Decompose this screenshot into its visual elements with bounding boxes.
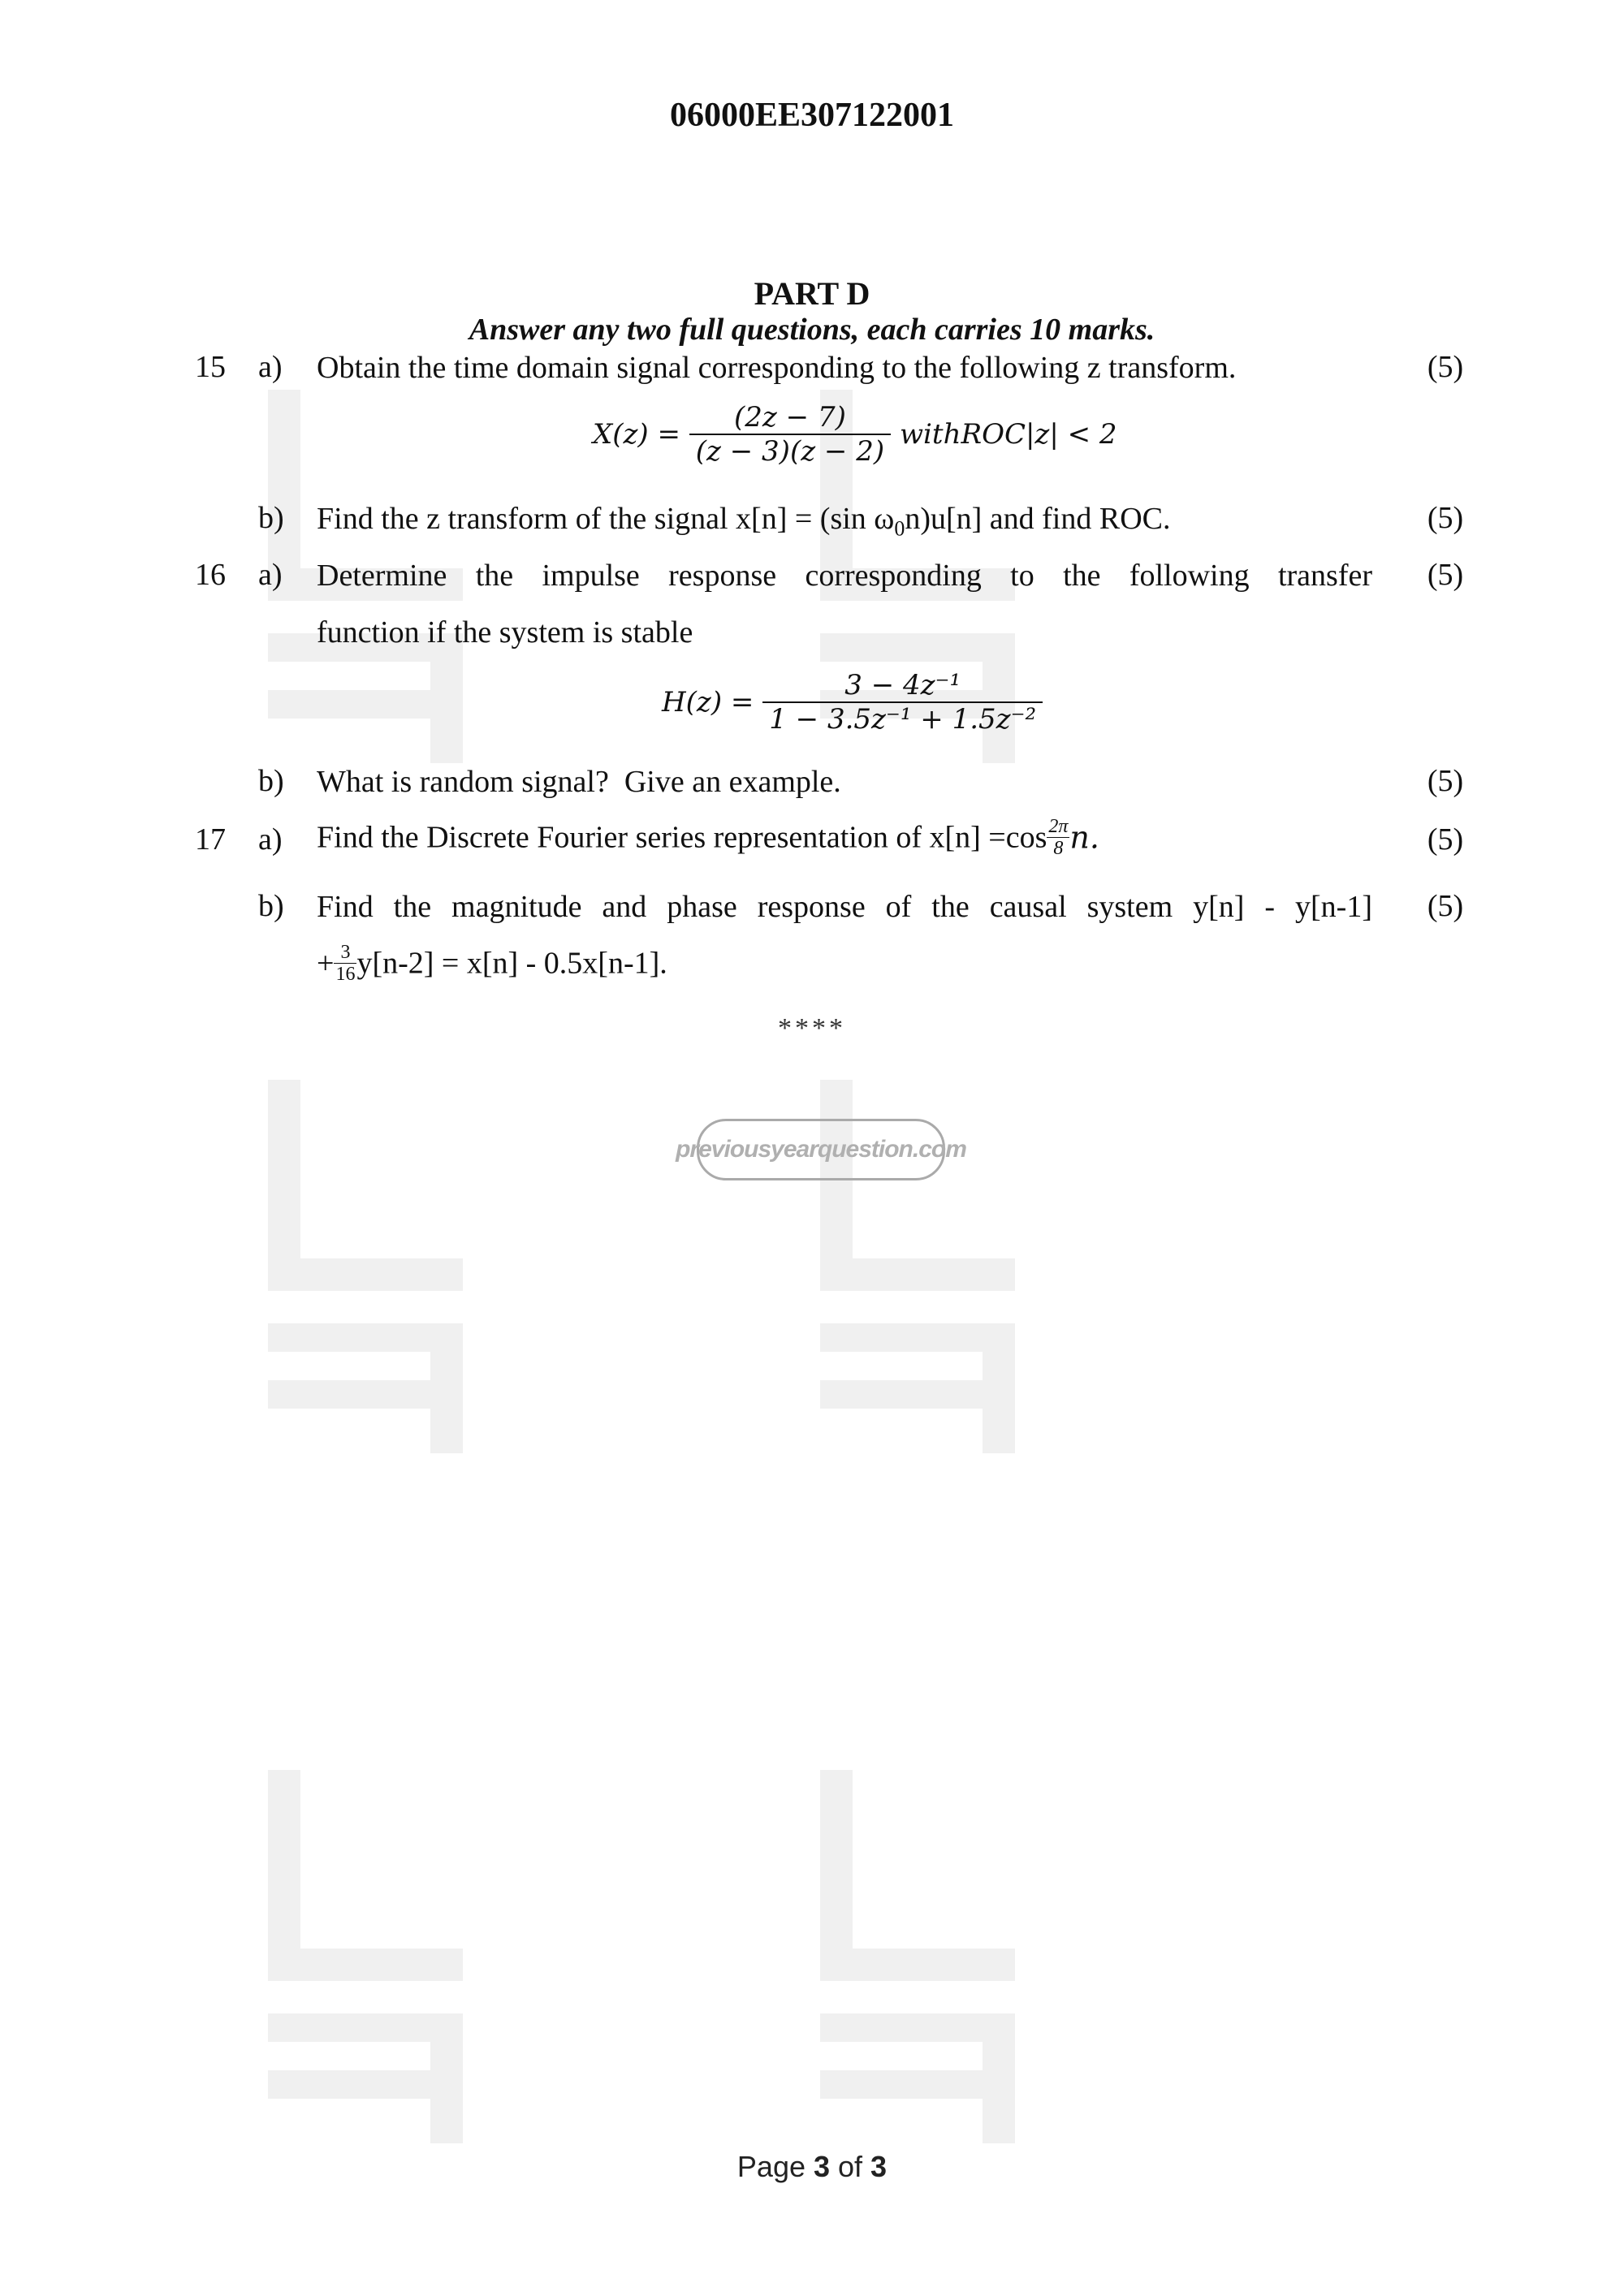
q17b-plus: + <box>317 946 335 981</box>
q17b-line2 <box>317 942 667 985</box>
q16a-line1: Determine the impulse response corresponding to the following transfer <box>317 559 1372 593</box>
fraction-numerator: 2π <box>1048 816 1069 837</box>
q17-number: 17 <box>195 822 226 857</box>
end-marker: **** <box>778 1013 846 1043</box>
q16a-marks: (5) <box>1427 558 1464 592</box>
formula-fraction <box>689 401 891 468</box>
q17a-text-pre: Find the Discrete Fourier series representation of x[n] =cos <box>317 820 1047 855</box>
footer-page-number: 3 <box>813 2150 831 2183</box>
q15b-label: b) <box>258 501 284 535</box>
formula-numerator: (2z − 7) <box>689 401 891 435</box>
q15b-subscript: 0 <box>894 516 905 541</box>
q16b-text: What is random signal? Give an example. <box>317 765 841 799</box>
fraction-denominator: 16 <box>335 964 356 985</box>
formula-lhs: H(z) = <box>662 686 754 719</box>
q17b-fraction <box>334 942 356 985</box>
q17a-fraction <box>1047 816 1069 859</box>
watermark-jit-5 <box>268 1770 479 2143</box>
q17b-line2-post: y[n-2] = x[n] - 0.5x[n-1]. <box>356 946 667 981</box>
q15a-label: a) <box>258 350 283 384</box>
watermark-jit-3 <box>268 1080 479 1453</box>
site-watermark <box>676 1119 966 1180</box>
q17a-text-post: n. <box>1069 819 1099 856</box>
site-watermark-text: previousyearquestion.com <box>676 1136 966 1163</box>
part-title: PART D <box>754 275 870 312</box>
q15b-marks: (5) <box>1427 501 1464 535</box>
q17a-label: a) <box>258 822 283 857</box>
formula-lhs: X(z) = <box>593 418 680 451</box>
formula-denominator: (z − 3)(z − 2) <box>695 435 885 468</box>
q15-number: 15 <box>195 350 226 384</box>
fraction-numerator: 3 <box>334 942 356 964</box>
q15a-text: Obtain the time domain signal corresponding to the following z transform. <box>317 351 1237 385</box>
q15b-text <box>317 500 1171 548</box>
q17b-marks: (5) <box>1427 889 1464 923</box>
q17b-label: b) <box>258 889 284 923</box>
formula-denominator: 1 − 3.5z⁻¹ + 1.5z⁻² <box>769 703 1037 736</box>
footer-of-label: of <box>830 2150 871 2183</box>
footer-page-label: Page <box>736 2150 814 2183</box>
q17a-marks: (5) <box>1427 822 1464 857</box>
q15b-text-pre: Find the z transform of the signal x[n] = (sin ω <box>317 502 895 536</box>
q16-number: 16 <box>195 558 226 592</box>
part-instruction: Answer any two full questions, each carries 10 marks. <box>469 313 1155 347</box>
formula-numerator: 3 − 4z⁻¹ <box>762 669 1043 703</box>
formula-fraction <box>762 669 1043 736</box>
q15a-marks: (5) <box>1427 350 1464 384</box>
q16a-formula <box>662 669 1043 736</box>
fraction-denominator: 8 <box>1053 838 1064 859</box>
q16a-line2: function if the system is stable <box>317 615 693 650</box>
q17a-text <box>317 816 1099 859</box>
q16b-marks: (5) <box>1427 764 1464 798</box>
q17b-line1: Find the magnitude and phase response of the causal system y[n] - y[n-1] <box>317 890 1372 924</box>
page-footer <box>0 2150 1624 2184</box>
footer-page-total: 3 <box>870 2150 888 2183</box>
formula-roc: withROC|z| < 2 <box>899 418 1117 451</box>
watermark-jit-6 <box>820 1770 1031 2143</box>
q15a-formula <box>593 401 1117 468</box>
q15b-text-post: n)u[n] and find ROC. <box>905 502 1171 536</box>
q16b-label: b) <box>258 764 284 798</box>
paper-code: 06000EE307122001 <box>669 97 955 134</box>
q16a-label: a) <box>258 558 283 592</box>
